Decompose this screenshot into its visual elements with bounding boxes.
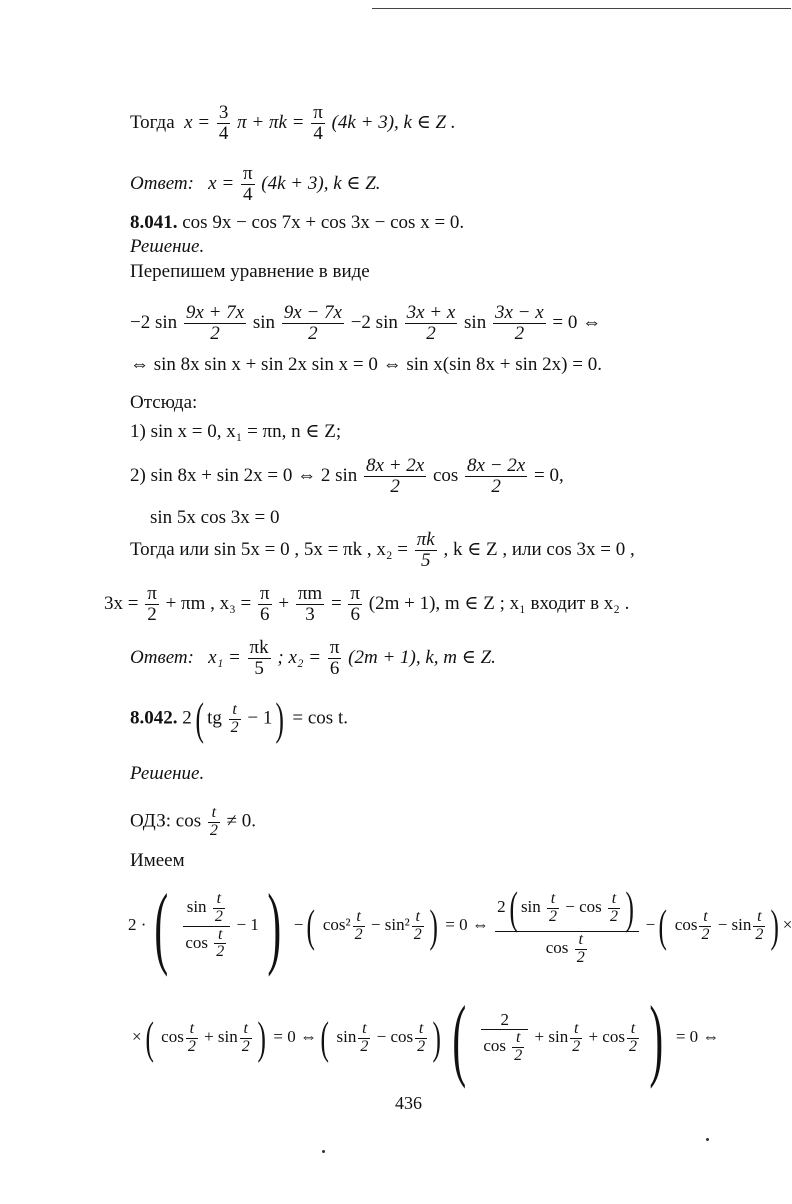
case-1: 1) sin x = 0, x₁ = πn, n ∈ Z; (130, 421, 342, 442)
then-or-line: Тогда или sin 5x = 0 , 5x = πk , x₂ = $\frac{\pi k}{5}$ , k ∈ Z , или cos 3x = 0 , (130, 529, 635, 571)
scan-speck (706, 1138, 709, 1141)
rewrite-text: Перепишем уравнение в виде (130, 261, 370, 282)
we-have-text: Имеем (130, 850, 185, 871)
page-number: 436 (395, 1093, 422, 1113)
x3-line: 3x = $\frac{\pi}{2}$ + πm , x₃ = $\frac{\pi}{6}$ + $\frac{\pi m}{3}$ = $\frac{\pi}{6}$ (2m + 1), m ∈ Z ; x₁ входит в x₂ . (104, 583, 630, 625)
hence-text: Отсюда: (130, 392, 198, 413)
top-rule (372, 8, 791, 9)
line-then: Тогда x = $\frac{3}{4}$ π + πk = $\frac{\pi}{4}$ (4k + 3), k ∈ Z . (130, 102, 456, 144)
solution-heading-2: Решение. (130, 763, 205, 784)
problem-8041-statement: 8.041. cos 9x − cos 7x + cos 3x − cos x = 0. (130, 212, 465, 233)
case-2: 2) sin 8x + sin 2x = 0 ⇔ 2 sin $\frac{8x + 2x}{2}$ cos $\frac{8x - 2x}{2}$ = 0, (130, 455, 564, 497)
equation-1: −2 sin $\frac{9x + 7x}{2}$ sin $\frac{9x - 7x}{2}$ −2 sin $\frac{3x + x}{2}$ sin $\frac{3x - x}{2}$ = 0 ⇔ (130, 302, 602, 344)
scan-speck (322, 1150, 325, 1153)
problem-8042-statement: 8.042. 2( tg $\frac{t}{2}$ − 1) = cos t. (130, 693, 348, 744)
equation-2: ⇔ sin 8x sin x + sin 2x sin x = 0 ⇔ sin x(sin 8x + sin 2x) = 0. (130, 354, 602, 375)
solution-heading-1: Решение. (130, 236, 205, 257)
case-2-result: sin 5x cos 3x = 0 (150, 507, 280, 528)
big-equation-2: ×( cos $\frac{t}{2}$ + sin $\frac{t}{2}$ ) = 0 ⇔( sin $\frac{t}{2}$ − cos $\frac{t}{2}$ ) ( 2 cos $\frac{t}{2}$ + sin $\frac{t}{2}$ + cos $\frac{t}{2}$ ) = 0 ⇔ (132, 987, 720, 1089)
domain-condition: ОДЗ: cos $\frac{t}{2}$ ≠ 0. (130, 804, 257, 839)
big-equation-1: 2 ·( sin $\frac{t}{2}$ cos $\frac{t}{2}$ − 1) −( cos² $\frac{t}{2}$ − sin² $\frac{t}{2}$ ) = 0 ⇔ 2( sin $\frac{t}{2}$ − cos $\frac{t}{2}$ ) cos $\frac{t}{2}$ −( cos $\frac{t}{2}$ − sin $\frac{t}{2}$ ) × (128, 875, 792, 977)
answer-1: Ответ: x = $\frac{\pi}{4}$ (4k + 3), k ∈ Z. (130, 163, 381, 205)
answer-2: Ответ: x₁ = $\frac{\pi k}{5}$ ; x₂ = $\frac{\pi}{6}$ (2m + 1), k, m ∈ Z. (130, 637, 496, 679)
